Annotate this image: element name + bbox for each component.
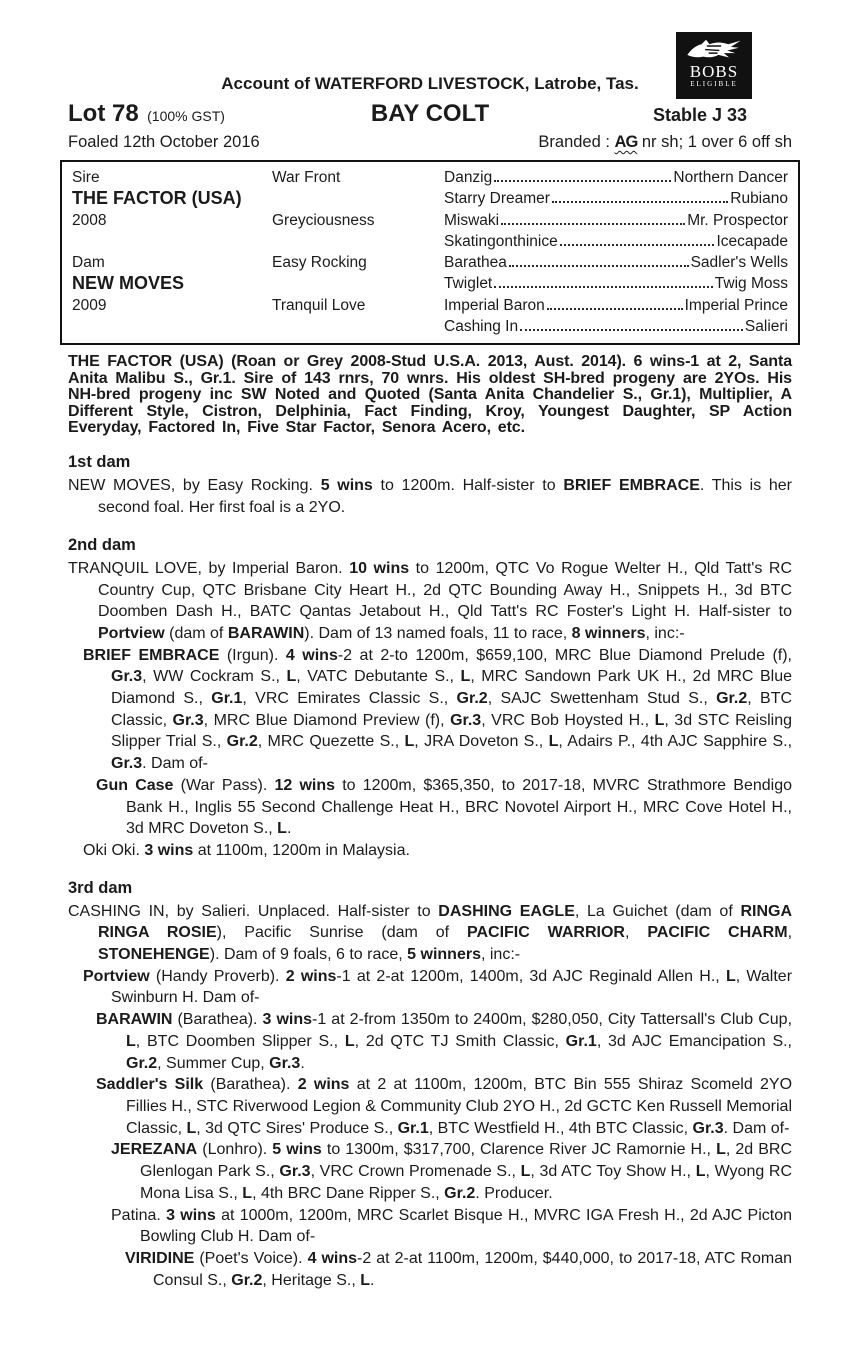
granddam-name: Rubiano [730,190,788,208]
text: Oki Oki. [83,841,145,859]
pedigree-table [60,160,800,345]
bold-text: L [277,820,287,838]
text: , inc:- [480,946,521,964]
grandsire-name: Miswaki [444,211,500,229]
text: . [286,820,292,838]
bold-text: 2 wins [285,967,337,985]
pedigree-subject-line: NEW MOVES [72,273,185,294]
bold-text: 12 wins [274,776,336,794]
pedigree-parent-line: Greyciousness [272,211,375,229]
branded-prefix: Branded : [538,133,615,151]
text: , MRC Blue Diamond Preview (f), [203,711,451,729]
text: to 1200m. Half-sister to [372,477,564,495]
pedigree-parent-line: Easy Rocking [272,254,367,272]
bold-text: Gr.2 [226,733,258,751]
pedigree-entry [68,1009,792,1074]
bold-text: L [725,967,736,985]
bold-text: Gr.3 [111,668,143,686]
pedigree-parent-line [272,273,444,294]
text: , JRA Doveton S., [414,733,549,751]
pedigree-parent-line [272,316,444,337]
pedigree-parent-line [272,231,444,252]
stable-number: Stable J 33 [652,105,747,125]
bold-text: L [126,1032,136,1050]
text: (Handy Proverb). [149,967,286,985]
text: . [370,1271,375,1289]
dam-sections [68,453,792,1291]
text: at 2 at 1100m, 1200m, BTC Bin 555 Shiraz Scomeld 2YO Fillies H., STC Riverwood Legion & Community Club 2YO H., 2d GCTC Ken Russell Memorial Classic, [126,1076,793,1137]
bold-text: Gr.2 [231,1271,263,1289]
bold-text: Gr.3 [692,1119,724,1137]
pedigree-parent-line [272,188,444,209]
logo-title: BOBS [689,62,739,81]
text: ), Pacific Sunrise (dam of [216,924,467,942]
text: , 3d AJC Emancipation S., [596,1032,792,1050]
text: , MRC Sandown Park UK H., 2d MRC Blue Diamond S., [111,668,792,708]
text: . Producer. [475,1184,553,1202]
text: , MRC Quezette S., [257,733,405,751]
bold-text: Gr.2 [456,690,488,708]
text: TRANQUIL LOVE, by Imperial Baron. [68,559,350,577]
text: . This is her second foal. Her first foal is a 2YO. [98,477,792,517]
lot-left [68,100,308,128]
bold-text: Saddler's Silk [96,1076,204,1094]
grandsire-name: Barathea [444,254,507,272]
text: , inc:- [645,624,685,642]
bold-text: L [460,668,471,686]
dam-heading: 1st dam [68,453,131,472]
pedigree-grandparent-line [444,167,788,188]
granddam-name: Salieri [744,318,788,336]
text: Patina. [111,1206,167,1224]
bold-text: L [360,1271,371,1289]
bold-text: Gr.3 [111,755,143,773]
text: , BTC Doomben Slipper S., [135,1032,345,1050]
bold-text: L [695,1163,706,1181]
text: NEW MOVES, by Easy Rocking. [68,477,321,495]
bold-text: DASHING EAGLE [438,902,575,920]
text: , 3d ATC Toy Show H., [530,1163,696,1181]
bold-text: Gun Case [96,776,174,794]
bold-text: BRIEF EMBRACE [83,646,220,664]
pedigree-grandparent-line [444,231,788,252]
bold-text: Gr.1 [397,1119,429,1137]
bold-text: L [520,1163,531,1181]
text: . Dam of- [142,755,208,773]
lot-row [68,100,792,128]
pedigree-entry [68,1248,792,1291]
pedigree-entry [68,645,792,775]
text: -1 at 2-from 1350m to 2400m, $280,050, City Tattersall's Club Cup, [312,1011,793,1029]
bold-text: Gr.3 [269,1054,301,1072]
pedigree-grandparent-line [444,252,788,273]
bold-text: L [286,668,297,686]
dam-heading: 3rd dam [68,878,133,897]
bold-text: 2 wins [297,1076,350,1094]
bold-text: STONEHENGE [98,946,210,964]
dotted-leader [547,308,683,310]
bold-text: VIRIDINE [125,1249,195,1267]
text: CASHING IN, by Salieri. Unplaced. Half-sister to [68,902,439,920]
bold-text: 3 wins [262,1011,313,1029]
horse-type: BAY COLT [370,100,490,127]
bold-text: Gr.2 [716,690,748,708]
text: . [300,1054,305,1072]
bold-text: 4 wins [307,1249,358,1267]
pedigree-subject-line: 2009 [72,296,107,314]
text: , BTC Classic, [111,690,793,729]
brand-mark: AG [614,133,638,151]
pedigree-entry [68,901,792,966]
pedigree-grandparent-line [444,316,788,337]
text: ). Dam of 9 foals, 6 to race, [209,946,408,964]
text: , 2d BRC Glenlogan Park S., [140,1141,793,1181]
dotted-leader [494,286,713,288]
bold-text: 3 wins [144,841,194,859]
text: , Walter Swinburn H. Dam of- [111,967,793,1007]
bold-text: L [404,733,415,751]
text: ). Dam of 13 named foals, 11 to race, [304,624,572,642]
pedigree-entry [68,966,792,1009]
text: (dam of [164,624,228,642]
text: , SAJC Swettenham Stud S., [487,690,717,708]
bold-text: Gr.3 [172,711,204,729]
bold-text: PACIFIC CHARM [647,924,788,942]
pedigree-entry [68,840,792,862]
bold-text: L [654,711,665,729]
sire-summary [68,354,792,436]
text: (Barathea). [203,1076,298,1094]
bold-text: RINGA RINGA ROSIE [98,902,793,942]
granddam-name: Imperial Prince [684,296,788,314]
text: , 2d QTC TJ Smith Classic, [354,1032,566,1050]
text: to 1300m, $317,700, Clarence River JC Ramornie H., [321,1141,717,1159]
bold-text: JEREZANA [111,1141,198,1159]
gst-note: (100% GST) [147,108,225,124]
granddam-name: Northern Dancer [673,169,788,186]
text: , La Guichet (dam of [574,902,741,920]
dotted-leader [560,244,715,246]
text: , Heritage S., [262,1271,361,1289]
text: , [787,924,793,942]
horse-head-icon [685,38,743,62]
bold-text: PACIFIC WARRIOR [466,924,625,942]
bold-text: 10 wins [349,559,410,577]
text: , Summer Cup, [157,1054,270,1072]
text: , WW Cockram S., [142,668,287,686]
grandsire-name: Cashing In [444,318,519,336]
bold-text: Gr.1 [211,690,243,708]
grandsire-name: Imperial Baron [444,296,545,314]
header [68,0,792,152]
lot-number: Lot 78 [68,100,139,127]
granddam-name: Twig Moss [714,275,788,293]
text: (Irgun). [219,646,286,664]
dam-heading: 2nd dam [68,535,136,554]
bold-text: Portview [83,967,150,985]
bold-text: 4 wins [285,646,338,664]
text: , VRC Crown Promenade S., [310,1163,521,1181]
grandsire-name: Starry Dreamer [444,190,550,208]
dotted-leader [552,201,728,203]
grandsire-name: Skatingonthinice [444,232,558,250]
bold-text: 5 wins [320,477,373,495]
text: at 1100m, 1200m in Malaysia. [193,841,410,859]
text: , 4th BRC Dane Ripper S., [252,1184,445,1202]
text: , 3d STC Reisling Slipper Trial S., [111,711,793,751]
pedigree-entry [68,1074,792,1139]
text: , [625,924,648,942]
bold-text: Gr.3 [450,711,482,729]
text: to 1200m, QTC Vo Rogue Welter H., Qld Tatt's RC Country Cup, QTC Brisbane City Heart H., 2d QTC Bounding Away H., Snippets H., 3d BTC Doomben Dash H., BATC Qantas Jetabout H., Qld Tatt's RC Foster's Light H. Half-sister to [98,559,793,621]
bold-text: 5 wins [272,1141,322,1159]
bobs-logo [676,32,752,99]
pedigree-subject-line [72,231,272,252]
text: , 3d QTC Sires' Produce S., [196,1119,398,1137]
text: . Dam of- [723,1119,790,1137]
branded-suffix: nr sh; 1 over 6 off sh [637,133,792,151]
text: at 1000m, 1200m, MRC Scarlet Bisque H., MVRC IGA Fresh H., 2d AJC Picton Bowling Club H. Dam of- [140,1206,793,1246]
pedigree-entry [68,775,792,840]
granddam-name: Sadler's Wells [690,254,788,272]
meta-row [68,133,792,152]
pedigree-grandparent-line [444,210,788,231]
text: -2 at 2-at 1100m, 1200m, $440,000, to 2017-18, ATC Roman Consul S., [153,1249,792,1289]
pedigree-subject-line: 2008 [72,211,107,229]
pedigree-grandparent-line [444,295,788,316]
text: , VATC Debutante S., [296,668,461,686]
branded-line [538,133,792,152]
text: , VRC Emirates Classic S., [242,690,457,708]
bold-text: Portview [98,624,165,642]
pedigree-subject-line [72,316,272,337]
bold-text: THE FACTOR (USA) (Roan or Grey 2008-Stud U.S.A. 2013, Aust. 2014). 6 wins-1 at 2, Santa Anita Malibu S., Gr.1. Sire of 143 rnrs, 70 wnrs. His oldest SH-bred progeny are 2YOs. His NH-bred progeny inc SW Noted and Quoted (Santa Anita Chandelier S., Gr.1), Multiplier, A Different Style, Cistron, Delphinia, Fact Finding, Kroy, Youngest Daughter, SP Action Everyday, Factored In, Five Star Factor, Senora Acero, etc. [68,353,792,436]
text: , BTC Westfield H., 4th BTC Classic, [428,1119,693,1137]
pedigree-column-3 [444,167,788,337]
pedigree-parent-line: Tranquil Love [272,296,366,314]
text: -1 at 2-at 1200m, 1400m, 3d AJC Reginald Allen H., [336,967,726,985]
bold-text: BARAWIN [227,624,305,642]
bold-text: L [548,733,559,751]
dotted-leader [494,180,671,182]
text: (War Pass). [173,776,275,794]
pedigree-entry [68,1205,792,1248]
text: (Lonhro). [197,1141,273,1159]
pedigree-grandparent-line [444,188,788,209]
pedigree-subject-line: Sire [72,169,100,186]
bold-text: 5 winners [407,946,481,964]
bold-text: Gr.2 [444,1184,476,1202]
bold-text: BRIEF EMBRACE [563,477,700,495]
text: , Wyong RC Mona Lisa S., [140,1163,793,1202]
bold-text: 3 wins [166,1206,216,1224]
pedigree-entry [68,558,792,645]
pedigree-subject-line: THE FACTOR (USA) [72,188,242,209]
dotted-leader [509,265,689,267]
bold-text: Gr.2 [126,1054,158,1072]
text: to 1200m, $365,350, to 2017-18, MVRC Strathmore Bendigo Bank H., Inglis 55 Second Challenge Heat H., BRC Novotel Airport H., MRC Cove Hotel H., 3d MRC Doveton S., [126,776,792,838]
foaled-date: Foaled 12th October 2016 [68,133,260,151]
text: -2 at 2-to 1200m, $659,100, MRC Blue Diamond Prelude (f), [337,646,792,664]
dotted-leader [520,329,743,331]
grandsire-name: Danzig [444,169,493,186]
text: , Adairs P., 4th AJC Sapphire S., [558,733,793,751]
granddam-name: Mr. Prospector [687,211,788,229]
grandsire-name: Twiglet [444,275,493,293]
bold-text: BARAWIN [96,1011,173,1029]
bold-text: Gr.3 [279,1163,311,1181]
pedigree-entry [68,475,792,518]
bold-text: L [242,1184,253,1202]
account-line: Account of WATERFORD LIVESTOCK, Latrobe, Tas. [221,74,639,93]
bold-text: 8 winners [571,624,646,642]
bold-text: L [716,1141,726,1159]
bold-text: Gr.1 [565,1032,597,1050]
pedigree-grandparent-line [444,273,788,294]
text: (Barathea). [172,1011,263,1029]
logo-subtitle: ELIGIBLE [690,80,738,88]
bold-text: L [344,1032,355,1050]
pedigree-parent-line: War Front [272,169,341,186]
pedigree-entry [68,1139,792,1204]
bold-text: L [186,1119,197,1137]
pedigree-column-2 [272,167,444,337]
pedigree-column-1 [72,167,272,337]
pedigree-subject-line: Dam [72,254,105,272]
dotted-leader [501,223,685,225]
text: , VRC Bob Hoysted H., [481,711,655,729]
text: (Poet's Voice). [194,1249,308,1267]
granddam-name: Icecapade [716,232,788,250]
